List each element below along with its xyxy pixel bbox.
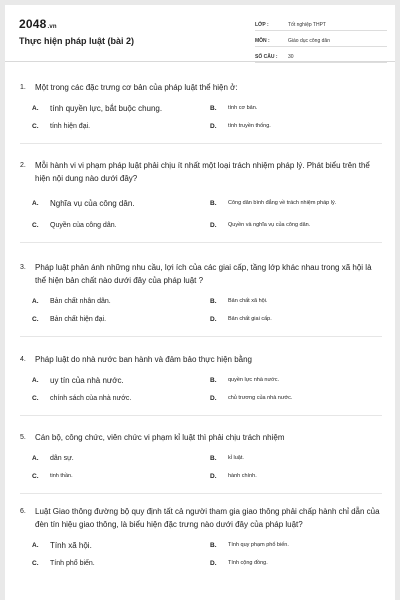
option-c[interactable] [20, 560, 192, 567]
option-letter: C. [32, 394, 39, 402]
option-b[interactable] [198, 541, 370, 550]
option-d[interactable] [198, 559, 370, 568]
option-letter: A. [32, 454, 39, 462]
option-b[interactable] [198, 376, 370, 385]
option-a[interactable] [20, 298, 192, 305]
option-a[interactable] [20, 541, 192, 550]
option-text: dân sự. [50, 454, 74, 462]
option-letter: C. [32, 559, 39, 567]
meta-info [255, 17, 387, 65]
question-number: 6. [20, 508, 26, 515]
option-text: Tính phổ biến. [50, 559, 95, 567]
meta-label: LỚP : [255, 22, 269, 28]
option-text: Tính cộng đồng. [228, 559, 268, 566]
option-letter: B. [210, 454, 217, 462]
option-text: kỉ luật. [228, 454, 244, 461]
option-letter: B. [210, 297, 217, 305]
option-letter: D. [210, 315, 217, 323]
site-logo[interactable] [19, 17, 57, 31]
meta-subject [255, 33, 387, 47]
option-text: tính truyền thống. [228, 122, 271, 129]
question-number: 3. [20, 264, 26, 271]
question-text: Mỗi hành vi vi phạm pháp luật phải chịu ít nhất một loại trách nhiệm pháp lý. Phát biểu trên thể hiện nội dung nào dưới đây? [35, 161, 370, 183]
option-text: Quyền của công dân. [50, 221, 117, 229]
option-letter: D. [210, 472, 217, 480]
options [20, 449, 382, 494]
option-d[interactable] [198, 472, 370, 481]
question-text: Một trong các đặc trưng cơ bản của pháp luật thể hiện ở: [35, 83, 238, 92]
question-number: 2. [20, 162, 26, 169]
brand-suffix: .vn [47, 24, 57, 30]
question-6 [20, 505, 382, 580]
option-b[interactable] [198, 454, 370, 463]
option-letter: A. [32, 297, 39, 305]
options [20, 190, 382, 243]
question-1 [20, 81, 382, 144]
option-c[interactable] [20, 222, 192, 229]
option-letter: A. [32, 376, 39, 384]
option-letter: D. [210, 394, 217, 402]
option-d[interactable] [198, 221, 370, 230]
question-number: 5. [20, 434, 26, 441]
option-text: tính cơ bản. [228, 104, 258, 111]
option-text: chính sách của nhà nước. [50, 394, 132, 402]
option-text: hành chính. [228, 472, 257, 479]
meta-value: Tốt nghiệp THPT [288, 22, 326, 28]
question-text: Pháp luật phản ánh những nhu cầu, lợi ích của các giai cấp, tầng lớp khác nhau trong xã hội là thể hiện bản chất nào dưới đây của pháp luật ? [35, 263, 372, 285]
question-text: Luật Giao thông đường bộ quy định tất cả người tham gia giao thông phải chấp hành chỉ dẫn của đèn tín hiệu giao thông, là biểu hiện đặc trưng nào dưới đây của pháp luật? [35, 507, 380, 529]
option-b[interactable] [198, 104, 370, 113]
option-c[interactable] [20, 472, 192, 481]
question-text: Cán bộ, công chức, viên chức vi phạm kỉ luật thì phải chịu trách nhiệm [35, 433, 285, 442]
option-letter: C. [32, 472, 39, 480]
brand-name: 2048 [19, 17, 47, 31]
option-letter: D. [210, 559, 217, 567]
option-b[interactable] [198, 297, 370, 306]
options [20, 536, 382, 580]
option-d[interactable] [198, 315, 370, 324]
option-letter: D. [210, 221, 217, 229]
option-letter: B. [210, 199, 217, 207]
option-text: Tính xã hội. [50, 540, 92, 550]
option-text: Quyền và nghĩa vụ của công dân. [228, 221, 311, 228]
option-letter: C. [32, 315, 39, 323]
option-text: Tính quy phạm phổ biến. [228, 541, 289, 548]
option-letter: C. [32, 221, 39, 229]
option-c[interactable] [20, 123, 192, 130]
option-a[interactable] [20, 104, 192, 113]
option-d[interactable] [198, 394, 370, 403]
meta-label: MÔN : [255, 38, 270, 44]
option-letter: B. [210, 541, 217, 549]
option-text: quyền lực nhà nước. [228, 376, 280, 383]
option-text: Bản chất xã hội. [228, 297, 268, 304]
options [20, 371, 382, 416]
option-text: uy tín của nhà nước. [50, 375, 124, 385]
worksheet-page [5, 5, 395, 600]
option-text: tính hiện đại. [50, 122, 91, 130]
option-a[interactable] [20, 455, 192, 462]
option-d[interactable] [198, 122, 370, 131]
option-text: Bản chất nhân dân. [50, 297, 111, 305]
option-letter: A. [32, 104, 39, 112]
question-number: 4. [20, 356, 26, 363]
question-5 [20, 431, 382, 494]
option-letter: B. [210, 104, 217, 112]
option-b[interactable] [198, 199, 370, 208]
meta-value: Giáo dục công dân [288, 38, 330, 44]
option-text: Công dân bình đẳng về trách nhiệm pháp lý. [228, 199, 337, 206]
options [20, 99, 382, 144]
option-text: Nghĩa vụ của công dân. [50, 198, 135, 208]
meta-label: SỐ CÂU : [255, 54, 278, 60]
meta-class [255, 17, 387, 31]
option-text: tính quyền lực, bắt buộc chung. [50, 103, 163, 113]
options [20, 292, 382, 337]
option-a[interactable] [20, 199, 192, 208]
meta-value: 30 [288, 54, 294, 60]
option-text: tinh thần. [50, 472, 73, 479]
option-text: Bản chất hiện đại. [50, 315, 107, 323]
option-letter: D. [210, 122, 217, 130]
meta-count [255, 49, 387, 63]
question-number: 1. [20, 84, 26, 91]
option-c[interactable] [20, 395, 192, 402]
question-text: Pháp luật do nhà nước ban hành và đảm bảo thực hiện bằng [35, 355, 253, 364]
option-c[interactable] [20, 316, 192, 323]
page-title: Thực hiện pháp luật (bài 2) [19, 36, 135, 46]
option-text: chủ trương của nhà nước. [228, 394, 293, 401]
option-a[interactable] [20, 376, 192, 385]
option-letter: C. [32, 122, 39, 130]
question-3 [20, 261, 382, 337]
question-2 [20, 159, 382, 243]
question-4 [20, 353, 382, 416]
option-letter: A. [32, 199, 39, 207]
option-text: Bản chất giai cấp. [228, 315, 272, 322]
option-letter: B. [210, 376, 217, 384]
option-letter: A. [32, 541, 39, 549]
worksheet-header [5, 5, 395, 62]
